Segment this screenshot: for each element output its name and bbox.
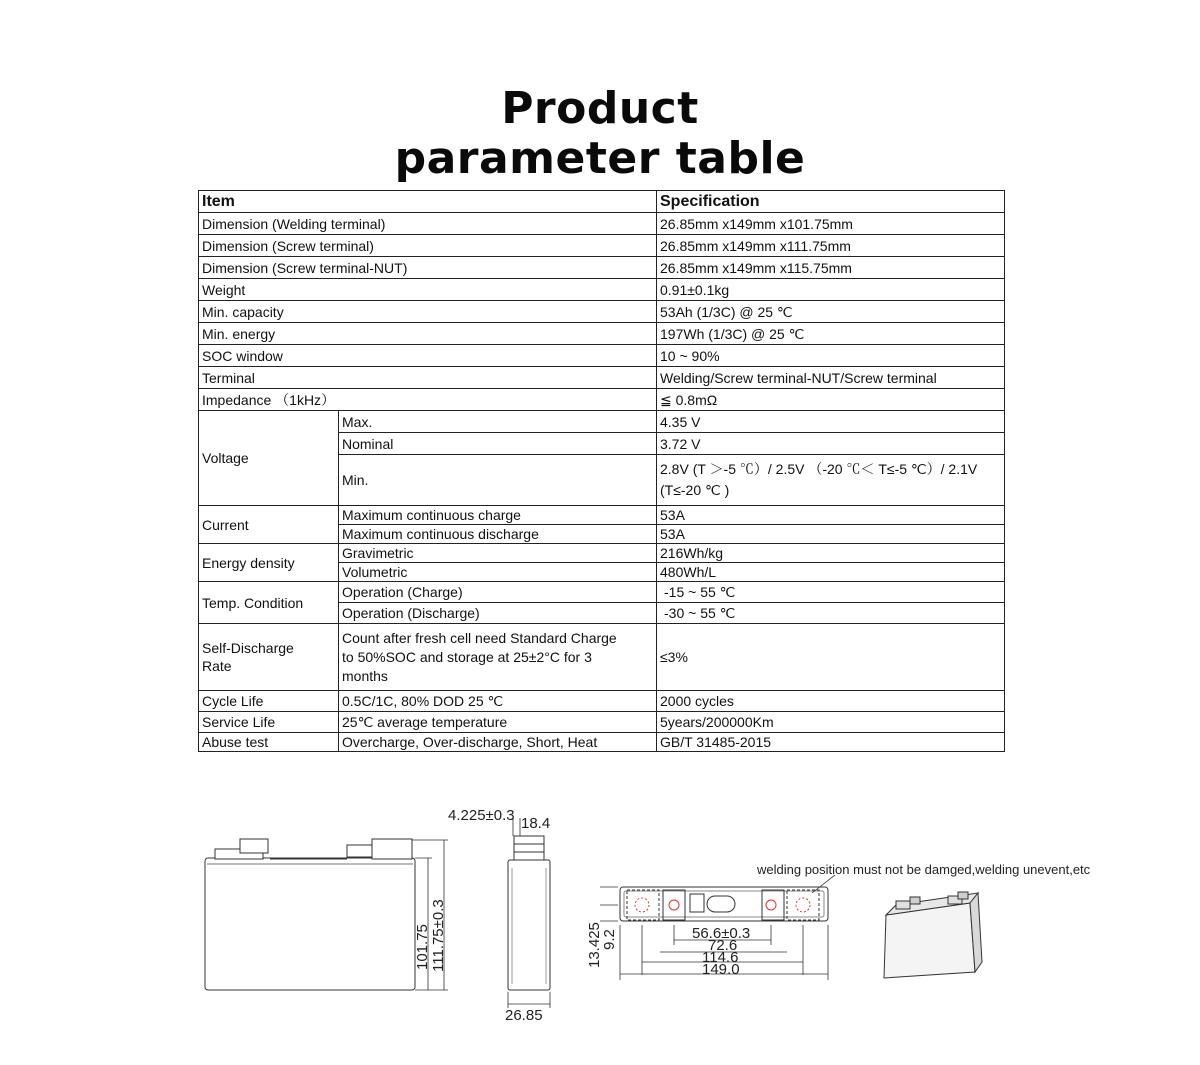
voltage-min-label: Min. [339, 455, 657, 506]
self-discharge-condition: Count after fresh cell need Standard Charge to 50%SOC and storage at 25±2°C for 3 months [339, 624, 657, 691]
side-terminal-height: 18.4 [521, 815, 551, 832]
title-line-1: Product [501, 83, 699, 134]
current-charge-label: Maximum continuous charge [339, 506, 657, 525]
self-discharge-value: ≤3% [657, 624, 1005, 691]
row-spec: Welding/Screw terminal-NUT/Screw terminal [657, 367, 1005, 389]
table-row [199, 367, 1005, 389]
row-spec: 53Ah (1/3C) @ 25 ℃ [657, 301, 1005, 323]
cycle-life-label: Cycle Life [199, 691, 339, 712]
top-dim-c: 56.6±0.3 [692, 925, 751, 942]
cell-3d-drawing [884, 892, 982, 978]
self-discharge-label: Self-Discharge Rate [199, 624, 339, 691]
current-discharge-label: Maximum continuous discharge [339, 525, 657, 544]
page-title [0, 84, 1200, 184]
table-row [199, 345, 1005, 367]
side-thickness: 26.85 [505, 1007, 543, 1024]
voltage-min-value: 2.8V (T ＞-5 ℃）/ 2.5V （-20 ℃＜ T≤-5 ℃）/ 2.1V (T≤-20 ℃ ) [657, 455, 1005, 506]
table-row [199, 544, 1005, 563]
row-spec: 26.85mm x149mm x111.75mm [657, 235, 1005, 257]
current-charge-value: 53A [657, 506, 1005, 525]
temp-label: Temp. Condition [199, 582, 339, 624]
top-dim-a: 13.425 [586, 922, 603, 968]
table-row [199, 712, 1005, 733]
front-height-weld: 101.75 [414, 924, 431, 970]
voltage-nominal-label: Nominal [339, 433, 657, 455]
row-spec: ≦ 0.8mΩ [657, 389, 1005, 411]
volumetric-label: Volumetric [339, 563, 657, 582]
table-row [199, 323, 1005, 345]
volumetric-value: 480Wh/L [657, 563, 1005, 582]
service-life-value: 5years/200000Km [657, 712, 1005, 733]
top-dim-d: 72.6 [708, 937, 738, 954]
table-row [199, 257, 1005, 279]
header-spec: Specification [657, 191, 1005, 213]
row-spec: 10 ~ 90% [657, 345, 1005, 367]
table-row [199, 389, 1005, 411]
voltage-label: Voltage [199, 411, 339, 506]
side-top-offset: 4.225±0.3 [448, 807, 515, 824]
parameter-table [198, 190, 1005, 752]
table-row [199, 506, 1005, 525]
abuse-test-value: GB/T 31485-2015 [657, 733, 1005, 752]
voltage-max-value: 4.35 V [657, 411, 1005, 433]
table-row [199, 301, 1005, 323]
service-life-condition: 25℃ average temperature [339, 712, 657, 733]
temp-charge-value: -15 ~ 55 ℃ [657, 582, 1005, 603]
voltage-nominal-value: 3.72 V [657, 433, 1005, 455]
row-item: Dimension (Welding terminal) [199, 213, 657, 235]
table-row [199, 411, 1005, 433]
top-dim-e: 114.6 [702, 949, 739, 966]
title-line-2: parameter table [394, 133, 806, 184]
row-item: Min. capacity [199, 301, 657, 323]
current-label: Current [199, 506, 339, 544]
row-item: Dimension (Screw terminal) [199, 235, 657, 257]
row-spec: 197Wh (1/3C) @ 25 ℃ [657, 323, 1005, 345]
table-header-row [199, 191, 1005, 213]
front-view-drawing [205, 839, 448, 990]
side-view-drawing [508, 818, 550, 1008]
gravimetric-label: Gravimetric [339, 544, 657, 563]
table-row [199, 235, 1005, 257]
cycle-life-value: 2000 cycles [657, 691, 1005, 712]
current-discharge-value: 53A [657, 525, 1005, 544]
header-item: Item [199, 191, 657, 213]
abuse-test-label: Abuse test [199, 733, 339, 752]
table-row [199, 213, 1005, 235]
row-spec: 26.85mm x149mm x115.75mm [657, 257, 1005, 279]
table-row [199, 691, 1005, 712]
row-spec: 26.85mm x149mm x101.75mm [657, 213, 1005, 235]
service-life-label: Service Life [199, 712, 339, 733]
gravimetric-value: 216Wh/kg [657, 544, 1005, 563]
front-height-screw: 111.75±0.3 [430, 899, 447, 972]
table-row [199, 582, 1005, 603]
row-spec: 0.91±0.1kg [657, 279, 1005, 301]
row-item: Weight [199, 279, 657, 301]
row-item: SOC window [199, 345, 657, 367]
temp-discharge-label: Operation (Discharge) [339, 603, 657, 624]
row-item: Terminal [199, 367, 657, 389]
energy-density-label: Energy density [199, 544, 339, 582]
cycle-life-condition: 0.5C/1C, 80% DOD 25 ℃ [339, 691, 657, 712]
abuse-test-condition: Overcharge, Over-discharge, Short, Heat [339, 733, 657, 752]
table-row [199, 624, 1005, 691]
table-row [199, 279, 1005, 301]
row-item: Impedance （1kHz） [199, 389, 657, 411]
row-item: Min. energy [199, 323, 657, 345]
top-dim-f: 149.0 [702, 961, 740, 978]
temp-charge-label: Operation (Charge) [339, 582, 657, 603]
row-item: Dimension (Screw terminal-NUT) [199, 257, 657, 279]
top-dim-b: 9.2 [601, 929, 618, 950]
table-row [199, 733, 1005, 752]
welding-note: welding position must not be damged,welding unevent,etc [757, 862, 1091, 877]
voltage-max-label: Max. [339, 411, 657, 433]
technical-drawings [0, 795, 1200, 1065]
temp-discharge-value: -30 ~ 55 ℃ [657, 603, 1005, 624]
